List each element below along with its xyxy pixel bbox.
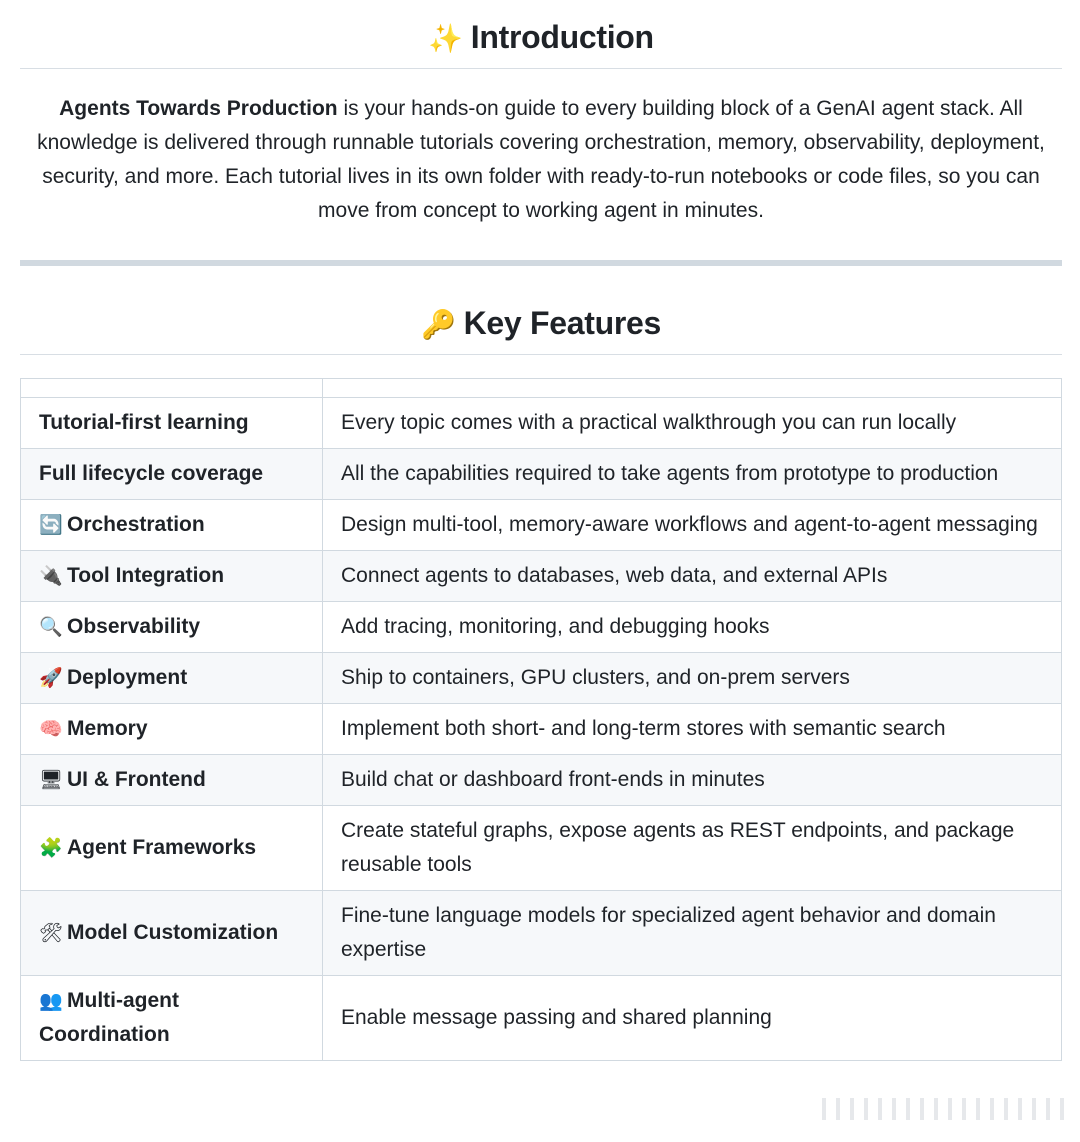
feature-description: Design multi-tool, memory-aware workflows and agent-to-agent messaging <box>323 500 1062 551</box>
feature-name-cell <box>21 704 323 755</box>
feature-name: Observability <box>67 615 201 638</box>
feature-name: Agent Frameworks <box>67 836 257 859</box>
feature-name-cell <box>21 976 323 1061</box>
feature-description: Ship to containers, GPU clusters, and on-prem servers <box>323 653 1062 704</box>
introduction-body: is your hands-on guide to every building block of a GenAI agent stack. All knowledge is delivered through runnable tutorials covering orchestration, memory, observability, deployment, security, and more. Each tutorial lives in its own folder with ready-to-run notebooks or code files, so you can move from concept to working agent in minutes. <box>37 97 1045 222</box>
feature-description: Add tracing, monitoring, and debugging hooks <box>323 602 1062 653</box>
key-features-heading <box>20 298 1062 355</box>
puzzle-icon: 🧩 <box>39 837 63 859</box>
table-row <box>21 449 1062 500</box>
key-icon: 🔑 <box>421 308 456 341</box>
feature-name: Tool Integration <box>67 564 225 587</box>
feature-name-cell <box>21 551 323 602</box>
feature-description: Build chat or dashboard front-ends in minutes <box>323 755 1062 806</box>
feature-name-cell <box>21 891 323 976</box>
feature-name-cell <box>21 755 323 806</box>
feature-name: Tutorial-first learning <box>39 411 249 434</box>
introduction-title: Introduction <box>470 19 654 55</box>
table-row <box>21 976 1062 1061</box>
horizontal-scrollbar[interactable] <box>822 1098 1072 1120</box>
feature-description: Connect agents to databases, web data, and external APIs <box>323 551 1062 602</box>
table-row <box>21 500 1062 551</box>
brain-icon: 🧠 <box>39 718 63 740</box>
refresh-icon: 🔄 <box>39 514 63 536</box>
sparkles-icon: ✨ <box>428 22 463 55</box>
table-row <box>21 551 1062 602</box>
table-header-cell <box>323 379 1062 398</box>
plug-icon: 🔌 <box>39 565 63 587</box>
magnifier-icon: 🔍 <box>39 616 63 638</box>
rocket-icon: 🚀 <box>39 667 63 689</box>
table-header-cell <box>21 379 323 398</box>
feature-name: Memory <box>67 717 148 740</box>
feature-name-cell <box>21 500 323 551</box>
table-row <box>21 398 1062 449</box>
table-row <box>21 891 1062 976</box>
table-row <box>21 653 1062 704</box>
people-icon: 👥 <box>39 990 63 1012</box>
feature-description: All the capabilities required to take agents from prototype to production <box>323 449 1062 500</box>
feature-name: Orchestration <box>67 513 205 536</box>
feature-description: Implement both short- and long-term stores with semantic search <box>323 704 1062 755</box>
feature-name: Deployment <box>67 666 188 689</box>
table-row <box>21 806 1062 891</box>
table-row <box>21 755 1062 806</box>
feature-name-cell <box>21 449 323 500</box>
tools-icon: 🛠 <box>39 922 64 944</box>
introduction-lead: Agents Towards Production <box>59 97 338 120</box>
introduction-paragraph <box>20 92 1062 228</box>
feature-description: Fine-tune language models for specialized agent behavior and domain expertise <box>323 891 1062 976</box>
table-row <box>21 704 1062 755</box>
monitor-icon: 🖥 <box>39 769 64 791</box>
feature-name-cell <box>21 398 323 449</box>
feature-name-cell <box>21 806 323 891</box>
table-header-row <box>21 379 1062 398</box>
feature-description: Create stateful graphs, expose agents as REST endpoints, and package reusable tools <box>323 806 1062 891</box>
feature-name: UI & Frontend <box>67 768 206 791</box>
feature-name-cell <box>21 602 323 653</box>
feature-name: Model Customization <box>67 921 279 944</box>
table-row <box>21 602 1062 653</box>
feature-name: Full lifecycle coverage <box>39 462 264 485</box>
feature-name: Multi-agent Coordination <box>39 989 179 1046</box>
key-features-title: Key Features <box>463 305 661 341</box>
features-table <box>20 378 1062 1061</box>
feature-description: Enable message passing and shared planning <box>323 976 1062 1061</box>
introduction-heading <box>20 14 1062 69</box>
section-divider <box>20 260 1062 266</box>
feature-description: Every topic comes with a practical walkthrough you can run locally <box>323 398 1062 449</box>
feature-name-cell <box>21 653 323 704</box>
